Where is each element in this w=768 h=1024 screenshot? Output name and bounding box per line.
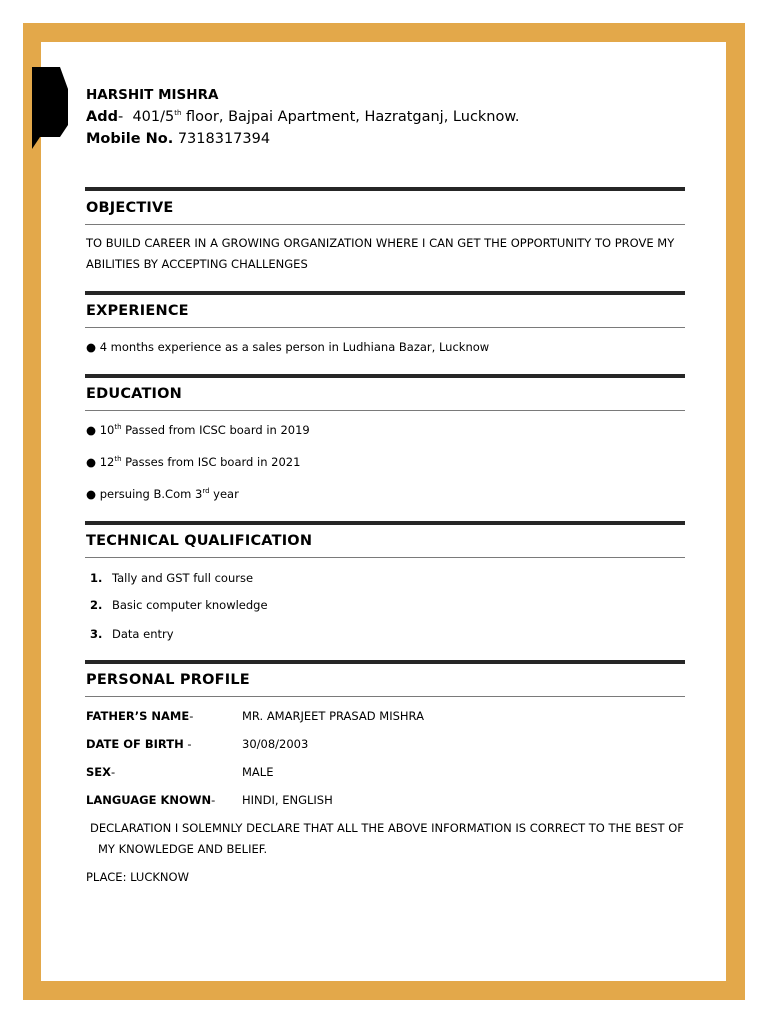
section-rule-thick — [85, 291, 685, 295]
profile-key-dash: - — [189, 709, 194, 723]
education-item-text: ● 10 — [86, 423, 115, 437]
technical-item — [86, 598, 268, 612]
address-rest: floor, Bajpai Apartment, Hazratganj, Lucknow. — [181, 109, 520, 125]
mobile-line — [86, 131, 270, 147]
education-item-text: Passed from ICSC board in 2019 — [121, 423, 310, 437]
profile-key — [86, 737, 192, 751]
education-item-sup: th — [114, 423, 122, 432]
technical-item-text: Data entry — [112, 627, 174, 641]
list-number: 3. — [90, 627, 103, 641]
education-item — [86, 455, 300, 469]
profile-value: HINDI, ENGLISH — [242, 793, 333, 807]
education-item-text: ● persuing B.Com 3 — [86, 487, 203, 501]
address-label: Add — [86, 109, 118, 125]
profile-key-dash: - — [111, 765, 116, 779]
education-item-text: ● 12 — [86, 455, 115, 469]
education-heading: EDUCATION — [86, 386, 183, 402]
declaration-text: DECLARATION I SOLEMNLY DECLARE THAT ALL THE ABOVE INFORMATION IS CORRECT TO THE BEST OF MY KNOWLEDGE AND BELIEF. — [90, 821, 684, 856]
objective-heading: OBJECTIVE — [86, 200, 174, 216]
profile-value: MR. AMARJEET PRASAD MISHRA — [242, 709, 424, 723]
section-rule-thick — [85, 660, 685, 664]
profile-key-text: LANGUAGE KNOWN — [86, 793, 212, 807]
profile-value: 30/08/2003 — [242, 737, 309, 751]
education-item — [86, 423, 310, 437]
profile-value: MALE — [242, 765, 274, 779]
address-dash: - — [117, 109, 124, 125]
section-rule-thick — [85, 374, 685, 378]
section-rule-thick — [85, 521, 685, 525]
education-item-sup: th — [114, 455, 122, 464]
section-rule-thin — [85, 410, 685, 411]
place-text: PLACE: LUCKNOW — [86, 870, 189, 884]
list-number: 1. — [90, 571, 103, 585]
candidate-name: HARSHIT MISHRA — [86, 87, 219, 103]
section-rule-thin — [85, 696, 685, 697]
technical-item-text: Basic computer knowledge — [112, 598, 268, 612]
education-item-sup: rd — [202, 487, 210, 496]
education-item-text: Passes from ISC board in 2021 — [121, 455, 301, 469]
technical-item — [86, 627, 174, 641]
profile-key — [86, 709, 193, 723]
experience-heading: EXPERIENCE — [86, 303, 189, 319]
education-item-text: year — [209, 487, 239, 501]
section-rule-thin — [85, 327, 685, 328]
profile-key-text: DATE OF BIRTH — [86, 737, 184, 751]
profile-key-text: FATHER’S NAME — [86, 709, 190, 723]
profile-key-dash: - — [211, 793, 216, 807]
objective-text: TO BUILD CAREER IN A GROWING ORGANIZATION WHERE I CAN GET THE OPPORTUNITY TO PROVE MY ABILITIES BY ACCEPTING CHALLENGES — [86, 236, 675, 271]
address-line — [86, 109, 520, 125]
address-sup: th — [174, 109, 182, 118]
technical-item-text: Tally and GST full course — [112, 571, 254, 585]
mobile-value: 7318317394 — [177, 131, 271, 147]
section-rule-thin — [85, 557, 685, 558]
black-tab-decoration — [32, 67, 68, 149]
section-rule-thick — [85, 187, 685, 191]
section-rule-thin — [85, 224, 685, 225]
mobile-label: Mobile No. — [86, 131, 174, 147]
technical-heading: TECHNICAL QUALIFICATION — [86, 533, 313, 549]
experience-item: ● 4 months experience as a sales person in Ludhiana Bazar, Lucknow — [86, 340, 490, 354]
profile-key — [86, 793, 215, 807]
profile-key-dash: - — [183, 737, 192, 751]
profile-key — [86, 765, 115, 779]
personal-heading: PERSONAL PROFILE — [86, 672, 250, 688]
education-item — [86, 487, 239, 501]
technical-item — [86, 571, 253, 585]
list-number: 2. — [90, 598, 103, 612]
address-number: 401/5 — [132, 109, 175, 125]
profile-key-text: SEX — [86, 765, 112, 779]
